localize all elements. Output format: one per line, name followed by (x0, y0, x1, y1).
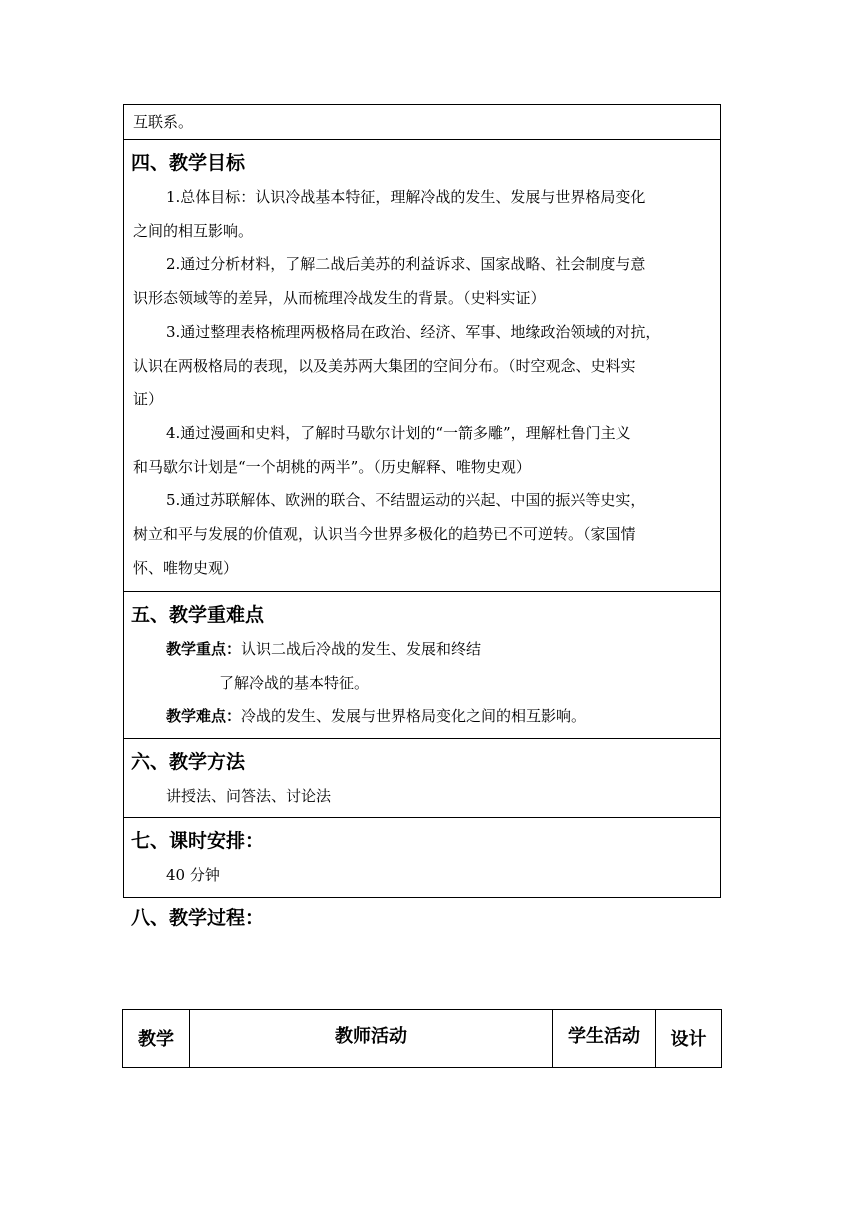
schedule-section (124, 818, 720, 897)
continuation-cell (124, 105, 720, 140)
objective-line: 1.总体目标：认识冷战基本特征，理解冷战的发生、发展与世界格局变化 (166, 188, 646, 206)
process-heading: 八、教学过程： (131, 907, 265, 929)
objective-line: 树立和平与发展的价值观，认识当今世界多极化的趋势已不可逆转。（家国情 (133, 525, 636, 544)
process-table-header (122, 1009, 722, 1068)
continuation-text: 互联系。 (133, 113, 194, 131)
schedule-heading: 七、课时安排： (131, 830, 265, 852)
objective-line: 之间的相互影响。 (133, 221, 254, 240)
process-col-stage: 教学 (123, 1010, 190, 1067)
objective-line: 5.通过苏联解体、欧洲的联合、不结盟运动的兴起、中国的振兴等史实， (166, 491, 646, 510)
objectives-section (124, 140, 720, 592)
objective-line: 4.通过漫画和史料，了解时马歇尔计划的“一箭多雕”，理解杜鲁门主义 (166, 423, 631, 442)
objectives-heading: 四、教学目标 (131, 152, 246, 174)
difficult-point-line (124, 700, 720, 734)
objective-line: 认识在两极格局的表现，以及美苏两大集团的空间分布。（时空观念、史料实 (133, 356, 636, 375)
objective-line: 2.通过分析材料，了解二战后美苏的利益诉求、国家战略、社会制度与意 (166, 255, 646, 274)
key-point-text-2: 了解冷战的基本特征。 (219, 673, 370, 692)
process-col-teacher: 教师活动 (190, 1010, 553, 1067)
process-col-student: 学生活动 (553, 1010, 656, 1067)
objective-line: 识形态领域等的差异，从而梳理冷战发生的背景。（史料实证） (133, 289, 546, 308)
schedule-text: 40 分钟 (166, 866, 220, 884)
methods-section (124, 739, 720, 818)
objective-line: 3.通过整理表格梳理两极格局在政治、经济、军事、地缘政治领域的对抗， (166, 322, 661, 341)
difficult-point-label: 教学难点： (166, 707, 242, 726)
key-points-section (124, 592, 720, 739)
methods-text: 讲授法、问答法、讨论法 (166, 787, 332, 805)
key-point-line (124, 633, 720, 667)
difficult-point-text: 冷战的发生、发展与世界格局变化之间的相互影响。 (241, 707, 587, 726)
process-col-design: 设计 (670, 1029, 707, 1050)
key-point-text: 认识二战后冷战的发生、发展和终结 (241, 640, 482, 658)
methods-heading: 六、教学方法 (131, 751, 246, 773)
objective-line: 怀、唯物史观） (133, 558, 239, 577)
key-points-heading: 五、教学重难点 (131, 604, 265, 626)
key-point-label: 教学重点： (166, 640, 242, 658)
objective-line: 和马歇尔计划是“一个胡桃的两半”。（历史解释、唯物史观） (133, 457, 531, 476)
objective-line: 证） (133, 390, 164, 409)
lesson-plan-table (123, 104, 721, 898)
